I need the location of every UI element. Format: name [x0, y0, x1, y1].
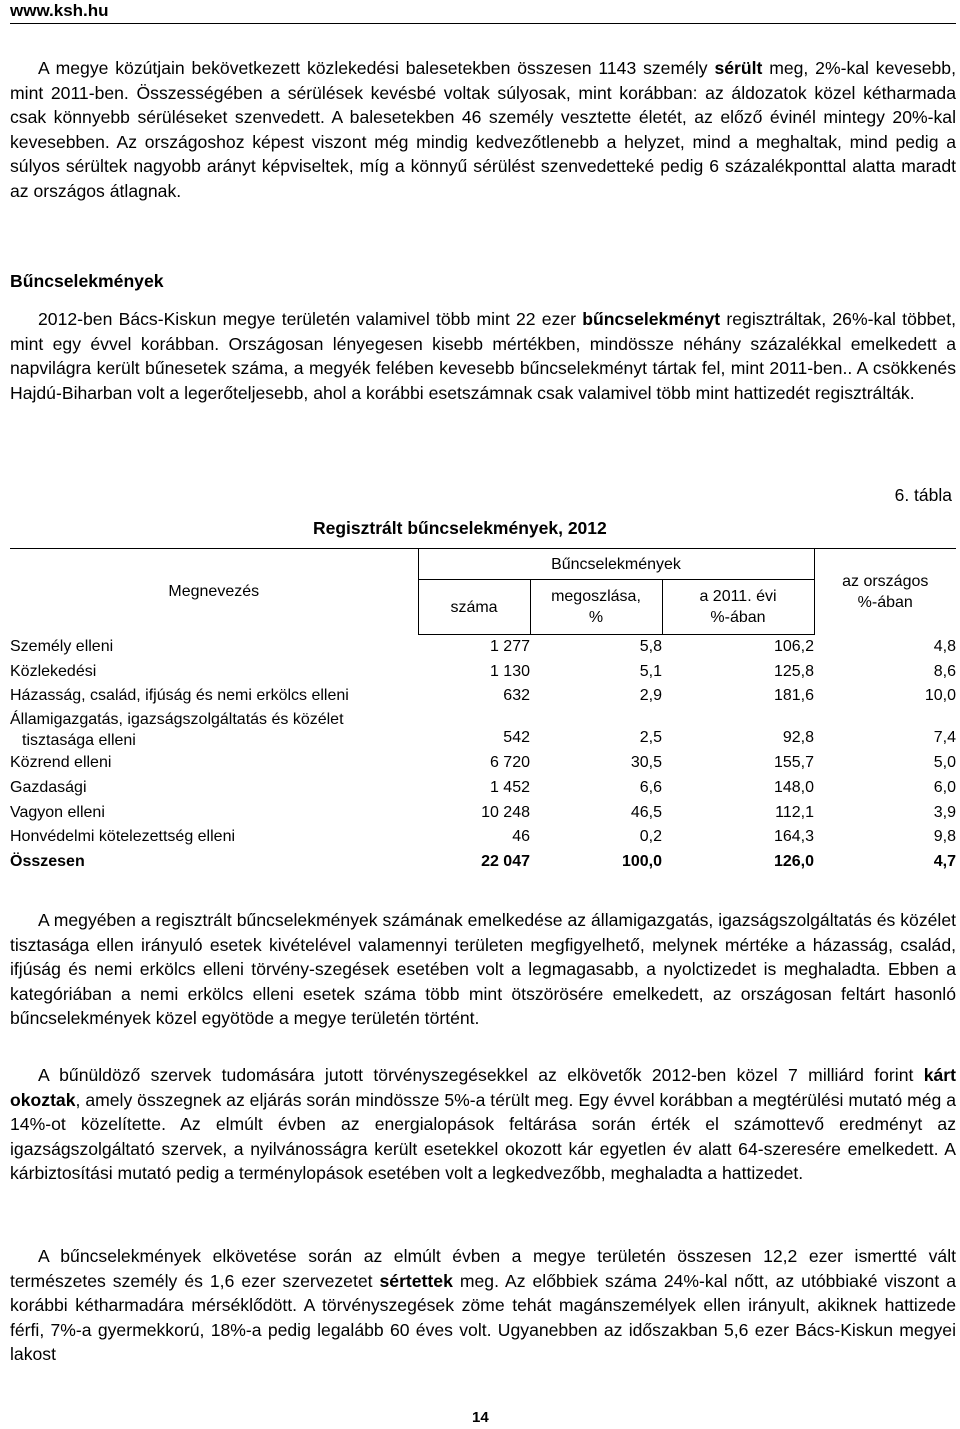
- table-row: Közrend elleni 6 720 30,5 155,7 5,0: [10, 754, 956, 772]
- page-number: 14: [472, 1409, 489, 1426]
- after-paragraph-1: A megyében a regisztrált bűncselekmények számának emelkedése az államigazgatás, igazságszolgáltatás és közélet tisztasága ellen irányuló esetek kivételével valamennyi területen megfigyelhető, melynek mértéke a házasság, család, ifjúság és nemi erkölcs elleni törvény-szegések esetében volt a legmagasabb, a nyolctizedet is meghaladta. Ebben a kategóriában a nemi erkölcs elleni esetek száma több mint ötszörösére emelkedett, az országosan feltárt hasonló bűncselekmények közel egyötöde a megye területén történt.: [10, 910, 956, 1028]
- col-header-count: száma: [418, 580, 530, 635]
- site-url: www.ksh.hu: [10, 1, 109, 20]
- col-header-prev: a 2011. évi %-ában: [662, 580, 814, 635]
- table-row: Személy elleni 1 277 5,8 106,2 4,8: [10, 638, 956, 655]
- table-row: Gazdasági 1 452 6,6 148,0 6,0: [10, 778, 956, 796]
- after-paragraph-2: A bűnüldöző szervek tudomására jutott törvényszegésekkel az elkövetők 2012-ben közel 7 milliárd forint kárt okoztak, amely összegnek az eljárás során mindössze 5%-a térült meg. Egy évvel korábban a megtérülési mutató még a 14%-ot közelítette. Az elmúlt évben az energialopások feltárása során érték el számottevő eredményt az igazságszolgáltató szervek, a nyilvánosságra került esetekkel okozott kár egyetlen év alatt 64-szeresére emelkedett. A kárbiztosítási mutató pedig a terménylopások esetében volt a legkedvezőbb, meghaladta a hattizedet.: [10, 1065, 956, 1183]
- after-paragraph-3: A bűncselekmények elkövetése során az elmúlt évben a megye területén összesen 12,2 ezer ismertté vált természetes személy és 1,6 ezer szervezetet sértettek meg. Az előbbiek száma 24%-kal nőtt, az utóbbiaké viszont a korábbi kétharmadára mérséklődött. A törvényszegések zöme tehát magánszemélyek ellen irányult, akiknek hattizede férfi, 7%-a gyermekkorú, 18%-a pedig legalább 60 éves volt. Ugyanebben az időszakban 5,6 ezer Bács-Kiskun megyei lakost: [10, 1246, 956, 1364]
- table-row: Közlekedési 1 130 5,1 125,8 8,6: [10, 662, 956, 680]
- col-header-name: Megnevezés: [168, 583, 260, 601]
- table-number: 6. tábla: [894, 485, 952, 505]
- section-heading: Bűncselekmények: [10, 271, 164, 291]
- crime-table: [10, 548, 956, 875]
- table-row-total: Összesen 22 047 100,0 126,0 4,7: [10, 852, 956, 870]
- table-row: Honvédelmi kötelezettség elleni 46 0,2 164,3 9,8: [10, 828, 956, 846]
- col-header-share: megoszlása, %: [530, 580, 662, 635]
- table-row: Államigazgatás, igazságszolgáltatás és közélet tisztasága elleni 542 2,5 92,8 7,4: [10, 711, 956, 750]
- table-row: Házasság, család, ifjúság és nemi erkölcs elleni 632 2,9 181,6 10,0: [10, 687, 956, 705]
- table-title: Regisztrált bűncselekmények, 2012: [313, 518, 607, 538]
- col-header-national: az országos %-ában: [814, 549, 956, 635]
- col-header-group: Bűncselekmények: [418, 549, 814, 580]
- section-paragraph: 2012-ben Bács-Kiskun megye területén valamivel több mint 22 ezer bűncselekményt regisztráltak, 26%-kal többet, mint egy évvel korábban. Országosan lényegesen kisebb mértékben, mindössze néhány százalékkal emelkedett a napvilágra került bűnesetek száma, a megyék felében kevesebb bűncselekményt tártak fel, mint 2011-ben.. A csökkenés Hajdú-Biharban volt a legerőteljesebb, ahol a korábbi esetszámnak csak valamivel több mint hattizedét regisztrálták.: [10, 309, 956, 403]
- header-rule: [10, 23, 956, 24]
- intro-paragraph: A megye közútjain bekövetkezett közlekedési balesetekben összesen 1143 személy sérült meg, 2%-kal kevesebb, mint 2011-ben. Összességében a sérülések kevésbé voltak súlyosak, mint korábban: az áldozatok közel kétharmada csak könnyebb sérüléseket szenvedett. A balesetekben 46 személy vesztette életét, az előző évinél mintegy 20%-kal kevesebben. Az országoshoz képest viszont még mindig kedvezőtlenebb a helyzet, mind a meghaltak, mind pedig a súlyos sérültek nagyobb arányt képviseltek, míg a könnyű sérülést szenvedetteké pedig 6 százalékponttal alatta maradt az országos átlagnak.: [10, 58, 956, 201]
- table-row: Vagyon elleni 10 248 46,5 112,1 3,9: [10, 803, 956, 821]
